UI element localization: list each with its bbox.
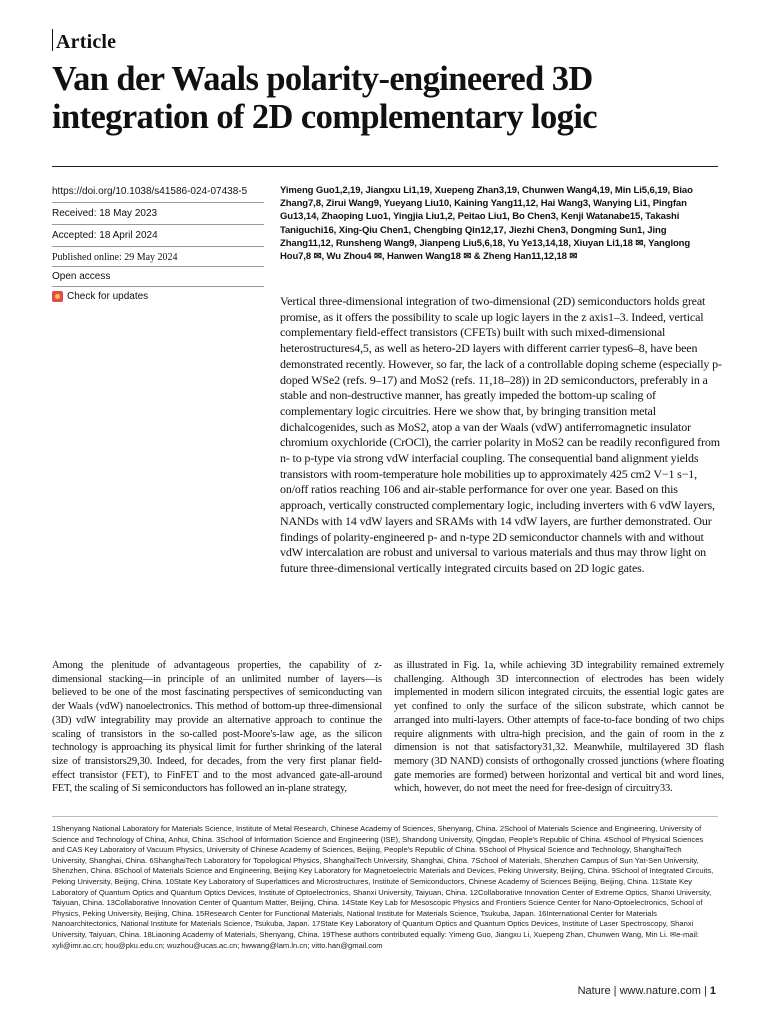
abstract: Vertical three-dimensional integration of two-dimensional (2D) semiconductors holds great promise, as it offers the possibility to scale up logic layers in the z axis1–3. Indeed, vertical complementary field-effect transistors (CFETs) built with such mixed-dimensional heterostructures4,5, as well as hetero-2D layers with different carrier types6–8, have been demonstrated recently. However, so far, the lack of a controllable doping scheme (especially p-doped WSe2 (refs. 9–17) and MoS2 (refs. 11,18–28)) in 2D semiconductors, preferably in a stable and non-destructive manner, has greatly impeded the bottom-up scaling of complementary logic circuitries. Here we show that, by bringing transition metal dichalcogenides, such as MoS2, atop a van der Waals (vdW) antiferromagnetic insulator chromium oxychloride (CrOCl), the carrier polarity in MoS2 can be readily reconfigured from n- to p-type via strong vdW interfacial coupling. The consequential band alignment yields transistors with room-temperature hole mobilities up to approximately 425 cm2 V−1 s−1, on/off ratios reaching 106 and air-stable performance for over one year. Based on this approach, vertically constructed complementary logic, including inverters with 6 vdW layers, NANDs with 14 vdW layers and SRAMs with 14 vdW layers, are further demonstrated. Our findings of polarity-engineered p- and n-type 2D semiconductor channels with and without vdW intercalation are robust and universal to various materials and thus may throw light on future three-dimensional vertically integrated circuits based on 2D logic gates. (280, 294, 722, 575)
affiliation-divider (52, 816, 718, 817)
article-type-label: Article (56, 31, 117, 53)
published-date: Published online: 29 May 2024 (52, 252, 178, 263)
received-date: Received: 18 May 2023 (52, 208, 158, 219)
meta-divider (52, 286, 264, 287)
author-list: Yimeng Guo1,2,19, Jiangxu Li1,19, Xuepeng Zhan3,19, Chunwen Wang4,19, Min Li5,6,19, Biao Zhang7,8, Zirui Wang9, Yueyang Liu10, Kaining Yang11,12, Hai Wang3, Wanying Li1, Pingfan Gu13,14, Zhaoping Luo1, Yingjia Liu1,2, Peitao Liu1, Bo Chen3, Kenji Watanabe15, Takashi Taniguchi16, Xing-Qiu Chen1, Chengbing Qin12,17, Jiezhi Chen3, Dongming Sun1, Jing Zhang11,12, Runsheng Wang9, Jianpeng Liu5,6,18, Yu Ye13,14,18, Xiuyan Li1,18 ✉, Yanglong Hou7,8 ✉, Wu Zhou4 ✉, Hanwen Wang18 ✉ & Zheng Han11,12,18 ✉ (280, 185, 693, 263)
accepted-date: Accepted: 18 April 2024 (52, 230, 158, 241)
meta-divider (52, 246, 264, 247)
meta-divider (52, 202, 264, 203)
affiliations-footnote: 1Shenyang National Laboratory for Materials Science, Institute of Metal Research, Chinese Academy of Sciences, Shenyang, China. 2School of Materials Science and Engineering, University of Science and Technology of China, Anhui, China. 3School of Information Science and Engineering (ISE), Shandong University, Qingdao, People's Republic of China. 4School of Physical Sciences and CAS Key Laboratory of Vacuum Physics, University of Chinese Academy of Sciences, Beijing, People's Republic of China. 5School of Physical Science and Technology, ShanghaiTech University, Shanghai, China. 6ShanghaiTech Laboratory for Topological Physics, ShanghaiTech University, Shanghai, China. 7School of Materials, Shenzhen Campus of Sun Yat-Sen University, Shenzhen, China. 8School of Materials Science and Engineering, Beijing Key Laboratory for Magnetoelectric Materials and Devices, Peking University, Beijing, China. 9School of Integrated Circuits, Peking University, Beijing, China. 10State Key Laboratory of Superlattices and Microstructures, Institute of Semiconductors, Chinese Academy of Sciences Beijing, Beijing, China. 11State Key Laboratory of Quantum Optics and Quantum Optics Devices, Institute of Optoelectronics, Shanxi University, Taiyuan, China. 12Collaborative Innovation Center of Extreme Optics, Shanxi University, Taiyuan, China. 13Collaborative Innovation Center of Quantum Matter, Beijing, China. 14State Key Lab for Mesoscopic Physics and Frontiers Science Center for Nano-Optoelectronics, School of Physics, Peking University, Beijing, China. 15Research Center for Functional Materials, National Institute for Materials Science, Tsukuba, Japan. 16International Center for Materials Nanoarchitectonics, National Institute for Materials Science, Tsukuba, Japan. 17State Key Laboratory of Quantum Optics and Quantum Optics Devices, Institute of Laser Spectroscopy, Shanxi University, Taiyuan, China. 18Liaoning Academy of Materials, Shenyang, China. 19These authors contributed equally: Yimeng Guo, Jiangxu Li, Xuepeng Zhan, Chunwen Wang, Min Li. ✉e-mail: xyli@imr.ac.cn; hou@pku.edu.cn; wuzhou@ucas.ac.cn; hwwang@lam.ln.cn; vitto.han@gmail.com (52, 824, 714, 950)
meta-divider (52, 266, 264, 267)
article-marker (52, 29, 53, 51)
title-divider (52, 166, 718, 167)
page-number: 1 (709, 985, 716, 997)
paper-title: Van der Waals polarity-engineered 3D integration of 2D complementary logic (52, 60, 598, 136)
page-footer (578, 985, 716, 997)
doi-link[interactable]: https://doi.org/10.1038/s41586-024-07438-5 (52, 186, 248, 197)
open-access-label: Open access (52, 271, 111, 282)
footer-separator: | (703, 985, 710, 997)
body-column-left: Among the plenitude of advantageous properties, the capability of z-dimensional stacking—in principle of an unlimited number of layers—is believed to be one of the most fascinating perspectives of semiconducting van der Waals (vdW) nanoelectronics. This method of bottom-up three-dimensional (3D) vdW integrability may provide an alternative approach to continue the scaling of transistors in the so-called post-Moore's-law age, as the silicon technology is approaching its physical limit for further shrinking of the lateral size of transistors29,30. Indeed, for decades, from the very first planar field-effect transistor (FET), to FinFET and to the most advanced gate-all-around FET, the scaling of Si semiconductors has followed an in-plane strategy, (52, 660, 382, 795)
check-updates-button[interactable] (52, 291, 148, 302)
check-updates-label: Check for updates (67, 291, 149, 303)
journal-site-link[interactable]: www.nature.com (619, 985, 701, 997)
journal-name: Nature (577, 985, 611, 997)
body-column-right: as illustrated in Fig. 1a, while achieving 3D integrability remained extremely challenging. Although 3D interconnection of electrodes has been widely implemented in modern silicon integrated circuits, the essential logic gates are yet confined to only the surface of the silicon substrate, which cannot be arranged into multi-layers. Other attempts of face-to-face bonding of two chips require alignments with ultra-high precision, and the gain of room in the z dimension is not that satisfactory31,32. Meanwhile, multilayered 3D flash memory (3D NAND) consists of orthogonally crossed junctions (where floating gate memories are formed) between horizontal and vertical bit and word lines, which, however, do not meet the need for free-design of circuitry33. (394, 660, 724, 795)
check-updates-icon (52, 291, 63, 302)
meta-divider (52, 224, 264, 225)
footer-separator: | (613, 985, 620, 997)
